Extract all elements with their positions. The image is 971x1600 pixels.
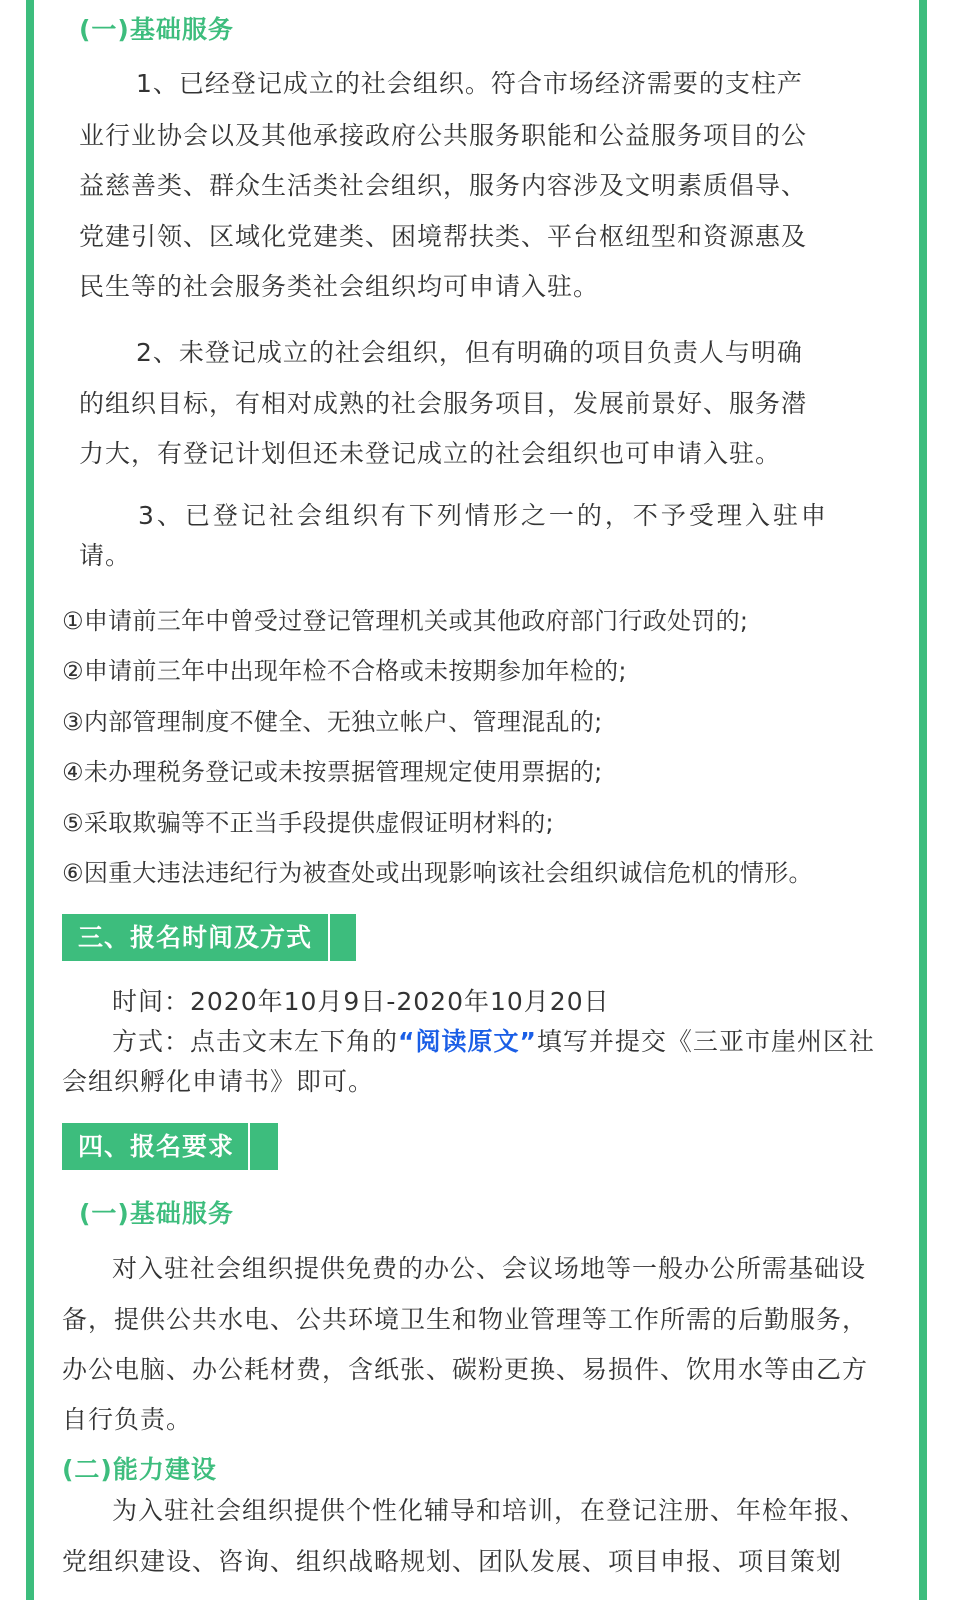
exclusion-item-2: ②申请前三年中出现年检不合格或未按期参加年检的; <box>62 657 627 685</box>
registration-method <box>112 1022 875 1062</box>
subheading-basic-service-2: (一)基础服务 <box>79 1199 234 1228</box>
basic-service-line-3: 办公电脑、办公耗材费，含纸张、碳粉更换、易损件、饮用水等由乙方 <box>62 1355 869 1384</box>
item3-line-1: 3、已登记社会组织有下列情形之一的，不予受理入驻申 <box>138 501 829 530</box>
basic-service-line-2: 备，提供公共水电、公共环境卫生和物业管理等工作所需的后勤服务， <box>62 1305 869 1334</box>
exclusion-item-3: ③内部管理制度不健全、无独立帐户、管理混乱的; <box>62 708 603 736</box>
item2-line-1: 2、未登记成立的社会组织，但有明确的项目负责人与明确 <box>136 338 803 367</box>
subheading-basic-service: (一)基础服务 <box>79 15 234 44</box>
section-header-registration-label: 三、报名时间及方式 <box>62 914 328 961</box>
section-header-tab <box>248 1123 278 1170</box>
section-header-requirements-label: 四、报名要求 <box>62 1123 248 1170</box>
capacity-line-2: 党组织建设、咨询、组织战略规划、团队发展、项目申报、项目策划 <box>62 1547 843 1576</box>
read-original-link[interactable]: “阅读原文” <box>398 1027 537 1056</box>
item3-line-2: 请。 <box>79 541 132 570</box>
subheading-capacity-building: (二)能力建设 <box>62 1455 217 1484</box>
exclusion-item-1: ①申请前三年中曾受过登记管理机关或其他政府部门行政处罚的; <box>62 607 749 635</box>
registration-time: 时间：2020年10月9日-2020年10月20日 <box>112 987 610 1016</box>
item2-line-3: 力大，有登记计划但还未登记成立的社会组织也可申请入驻。 <box>79 439 782 468</box>
basic-service-line-4: 自行负责。 <box>62 1405 193 1434</box>
item1-line-2: 业行业协会以及其他承接政府公共服务职能和公益服务项目的公 <box>79 121 808 150</box>
item1-line-3: 益慈善类、群众生活类社会组织，服务内容涉及文明素质倡导、 <box>79 171 808 200</box>
section-header-registration <box>62 914 356 961</box>
exclusion-item-6: ⑥因重大违法违纪行为被查处或出现影响该社会组织诚信危机的情形。 <box>62 859 813 887</box>
item2-line-2: 的组织目标，有相对成熟的社会服务项目，发展前景好、服务潜 <box>79 389 808 418</box>
section-header-tab <box>328 914 356 961</box>
item1-line-5: 民生等的社会服务类社会组织均可申请入驻。 <box>79 272 600 301</box>
exclusion-item-5: ⑤采取欺骗等不正当手段提供虚假证明材料的; <box>62 809 554 837</box>
registration-method-suffix: 填写并提交《三亚市崖州区社 <box>536 1027 875 1056</box>
exclusion-item-4: ④未办理税务登记或未按票据管理规定使用票据的; <box>62 758 603 786</box>
registration-method-prefix: 方式：点击文末左下角的 <box>112 1027 399 1056</box>
section-header-requirements <box>62 1123 278 1170</box>
capacity-line-1: 为入驻社会组织提供个性化辅导和培训，在登记注册、年检年报、 <box>112 1496 867 1525</box>
item1-line-4: 党建引领、区域化党建类、困境帮扶类、平台枢纽型和资源惠及 <box>79 222 808 251</box>
item1-line-1: 1、已经登记成立的社会组织。符合市场经济需要的支柱产 <box>136 69 803 98</box>
registration-method-line-2: 会组织孵化申请书》即可。 <box>62 1067 375 1096</box>
basic-service-line-1: 对入驻社会组织提供免费的办公、会议场地等一般办公所需基础设 <box>112 1254 867 1283</box>
